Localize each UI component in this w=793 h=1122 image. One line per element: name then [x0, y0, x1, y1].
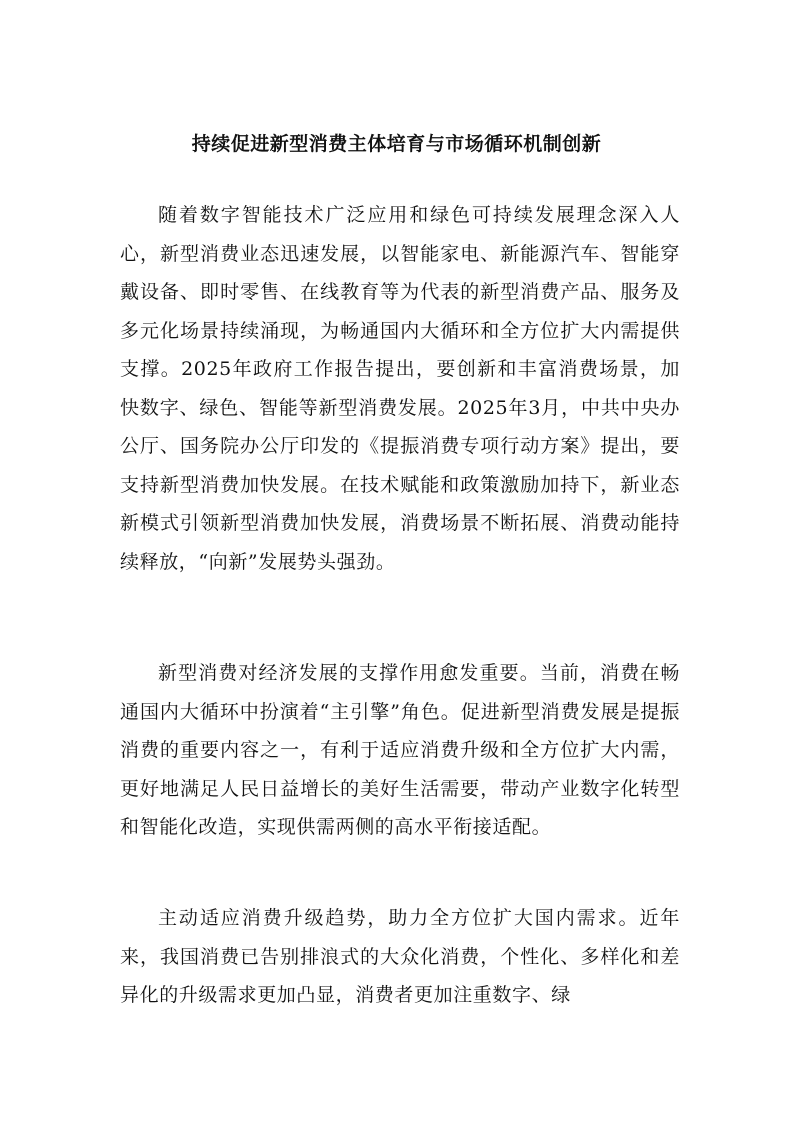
page-title: 持续促进新型消费主体培育与市场循环机制创新: [191, 133, 602, 155]
paragraph-1: 随着数字智能技术广泛应用和绿色可持续发展理念深入人心，新型消费业态迅速发展，以智能家电、新能源汽车、智能穿戴设备、即时零售、在线教育等为代表的新型消费产品、服务及多元化场景持续涌现，为畅通国内大循环和全方位扩大内需提供支撑。2025年政府工作报告提出，要创新和丰富消费场景，加快数字、绿色、智能等新型消费发展。2025年3月，中共中央办公厅、国务院办公厅印发的《提振消费专项行动方案》提出，要支持新型消费加快发展。在技术赋能和政策激励加持下，新业态新模式引领新型消费加快发展，消费场景不断拓展、消费动能持续释放，“向新”发展势头强劲。: [120, 204, 680, 573]
paragraph-2: 新型消费对经济发展的支撑作用愈发重要。当前，消费在畅通国内大循环中扮演着“主引擎”角色。促进新型消费发展是提振消费的重要内容之一，有利于适应消费升级和全方位扩大内需，更好地满足人民日益增长的美好生活需要，带动产业数字化转型和智能化改造，实现供需两侧的高水平衔接适配。: [120, 662, 680, 838]
paragraph-3: 主动适应消费升级趋势，助力全方位扩大国内需求。近年来，我国消费已告别排浪式的大众化消费，个性化、多样化和差异化的升级需求更加凸显，消费者更加注重数字、绿: [120, 907, 680, 1006]
